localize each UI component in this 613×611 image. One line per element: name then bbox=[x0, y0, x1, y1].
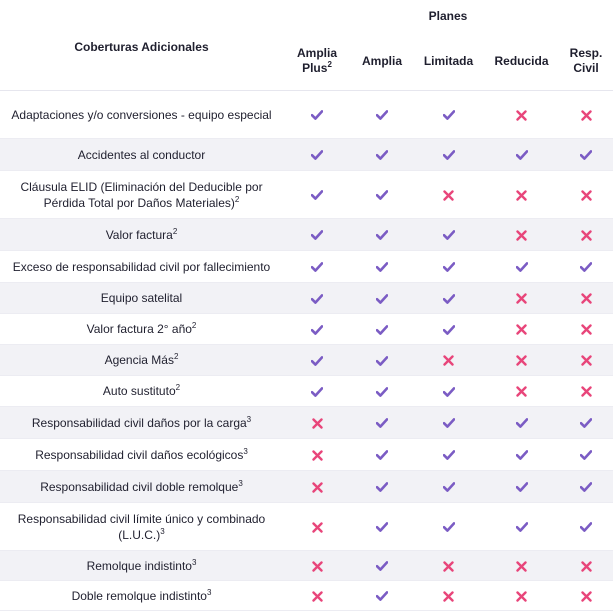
table-row bbox=[0, 171, 613, 219]
check-icon bbox=[413, 314, 484, 345]
cross-icon bbox=[413, 581, 484, 611]
check-icon bbox=[351, 407, 413, 439]
table-row bbox=[0, 91, 613, 139]
coverage-footnote: 3 bbox=[243, 446, 248, 456]
cross-icon bbox=[283, 471, 351, 503]
check-icon bbox=[351, 251, 413, 283]
check-icon bbox=[413, 283, 484, 314]
table-row bbox=[0, 139, 613, 171]
check-icon bbox=[413, 251, 484, 283]
check-icon bbox=[413, 503, 484, 551]
cross-icon bbox=[413, 551, 484, 581]
check-icon bbox=[283, 91, 351, 139]
check-icon bbox=[559, 407, 613, 439]
coverage-label-text: Equipo satelital bbox=[100, 291, 183, 305]
coverage-label-text: Valor factura bbox=[105, 227, 173, 242]
plan-header-label: Reducida bbox=[494, 53, 549, 68]
coverage-footnote: 2 bbox=[172, 226, 178, 236]
check-icon bbox=[351, 345, 413, 376]
check-icon bbox=[559, 251, 613, 283]
cross-icon bbox=[283, 581, 351, 611]
plan-header-amplia-plus bbox=[283, 32, 351, 91]
table-row bbox=[0, 581, 613, 611]
cross-icon bbox=[413, 345, 484, 376]
coverage-label bbox=[0, 581, 283, 611]
check-icon bbox=[413, 139, 484, 171]
coverage-label bbox=[0, 439, 283, 471]
coverage-label bbox=[0, 139, 283, 171]
coverage-footnote: 3 bbox=[160, 526, 165, 536]
check-icon bbox=[484, 471, 559, 503]
coverage-label-text: Responsabilidad civil doble remolque bbox=[40, 479, 239, 494]
coverage-label-text: Auto sustituto bbox=[102, 384, 176, 398]
coverage-label bbox=[0, 283, 283, 314]
plan-header-reducida bbox=[484, 32, 559, 91]
check-icon bbox=[351, 171, 413, 219]
coverage-footnote: 3 bbox=[191, 557, 197, 567]
plans-group-header: Planes bbox=[428, 9, 468, 23]
plan-header-label: Resp. Civil bbox=[569, 46, 603, 75]
coverage-footnote: 2 bbox=[175, 383, 181, 392]
coverage-label bbox=[0, 471, 283, 503]
coverage-label bbox=[0, 376, 283, 407]
cross-icon bbox=[283, 551, 351, 581]
table-row bbox=[0, 551, 613, 581]
coverage-footnote: 3 bbox=[206, 587, 212, 597]
check-icon bbox=[559, 139, 613, 171]
cross-icon bbox=[484, 91, 559, 139]
check-icon bbox=[413, 91, 484, 139]
check-icon bbox=[351, 139, 413, 171]
check-icon bbox=[484, 439, 559, 471]
coverage-footnote: 3 bbox=[238, 478, 243, 488]
cross-icon bbox=[484, 219, 559, 251]
coverage-label bbox=[0, 251, 283, 283]
check-icon bbox=[283, 345, 351, 376]
coverage-label bbox=[0, 551, 283, 581]
cross-icon bbox=[559, 283, 613, 314]
coverage-label-text: Adaptaciones y/o conversiones - equipo especial bbox=[11, 107, 272, 122]
plan-header-limitada bbox=[413, 32, 484, 91]
cross-icon bbox=[283, 439, 351, 471]
plans-group-row bbox=[0, 0, 613, 32]
table-row bbox=[0, 219, 613, 251]
cross-icon bbox=[484, 314, 559, 345]
table-row bbox=[0, 439, 613, 471]
check-icon bbox=[351, 439, 413, 471]
coverage-label bbox=[0, 219, 283, 251]
check-icon bbox=[351, 219, 413, 251]
cross-icon bbox=[484, 345, 559, 376]
plan-header-footnote: 2 bbox=[327, 60, 332, 69]
coverage-label-text: Accidentes al conductor bbox=[77, 147, 206, 162]
check-icon bbox=[283, 251, 351, 283]
check-icon bbox=[484, 407, 559, 439]
coverage-label bbox=[0, 407, 283, 439]
plan-header-label: Amplia Plus bbox=[296, 46, 337, 75]
cross-icon bbox=[484, 171, 559, 219]
check-icon bbox=[283, 314, 351, 345]
coverage-label-text: Responsabilidad civil daños ecológicos bbox=[35, 447, 244, 462]
check-icon bbox=[351, 314, 413, 345]
check-icon bbox=[413, 376, 484, 407]
cross-icon bbox=[413, 171, 484, 219]
check-icon bbox=[351, 503, 413, 551]
table-row bbox=[0, 251, 613, 283]
coverage-label bbox=[0, 91, 283, 139]
coverage-label bbox=[0, 314, 283, 345]
table-row bbox=[0, 314, 613, 345]
check-icon bbox=[283, 376, 351, 407]
plan-header-resp-civil bbox=[559, 32, 613, 91]
coverage-rows bbox=[0, 91, 613, 611]
table-row bbox=[0, 376, 613, 407]
coverage-label-text: Agencia Más bbox=[104, 353, 174, 367]
check-icon bbox=[559, 471, 613, 503]
check-icon bbox=[283, 139, 351, 171]
plan-header-label: Amplia bbox=[361, 53, 402, 68]
coverage-label-text: Remolque indistinto bbox=[86, 558, 192, 573]
cross-icon bbox=[283, 407, 351, 439]
cross-icon bbox=[484, 581, 559, 611]
coverage-footnote: 2 bbox=[234, 194, 240, 204]
check-icon bbox=[413, 407, 484, 439]
cross-icon bbox=[559, 376, 613, 407]
check-icon bbox=[484, 503, 559, 551]
cross-icon bbox=[484, 551, 559, 581]
check-icon bbox=[413, 219, 484, 251]
empty-header-cell bbox=[0, 0, 283, 32]
cross-icon bbox=[559, 551, 613, 581]
check-icon bbox=[283, 219, 351, 251]
cross-icon bbox=[559, 171, 613, 219]
coverage-label bbox=[0, 345, 283, 376]
check-icon bbox=[484, 139, 559, 171]
table-row bbox=[0, 471, 613, 503]
check-icon bbox=[351, 91, 413, 139]
cross-icon bbox=[484, 283, 559, 314]
column-header-row bbox=[0, 32, 613, 91]
coverage-label-text: Doble remolque indistinto bbox=[71, 588, 207, 603]
check-icon bbox=[413, 439, 484, 471]
coverage-label-text: Cláusula ELID (Eliminación del Deducible por Pérdida Total por Daños Materiales) bbox=[20, 179, 263, 210]
check-icon bbox=[351, 376, 413, 407]
cross-icon bbox=[559, 219, 613, 251]
check-icon bbox=[351, 283, 413, 314]
coverage-label-text: Responsabilidad civil límite único y combinado (L.U.C.) bbox=[17, 511, 266, 542]
check-icon bbox=[559, 503, 613, 551]
check-icon bbox=[283, 171, 351, 219]
table-row bbox=[0, 283, 613, 314]
coverage-label bbox=[0, 171, 283, 219]
table-row bbox=[0, 503, 613, 551]
check-icon bbox=[559, 439, 613, 471]
cross-icon bbox=[559, 314, 613, 345]
coverage-footnote: 3 bbox=[246, 414, 252, 424]
check-icon bbox=[351, 581, 413, 611]
plan-header-amplia bbox=[351, 32, 413, 91]
cross-icon bbox=[559, 581, 613, 611]
check-icon bbox=[351, 471, 413, 503]
coverage-label-text: Exceso de responsabilidad civil por fallecimiento bbox=[12, 259, 271, 274]
coverage-label-text: Valor factura 2° año bbox=[86, 322, 192, 336]
coverage-label bbox=[0, 503, 283, 551]
coverage-column-header: Coberturas Adicionales bbox=[74, 40, 209, 54]
coverage-footnote: 2 bbox=[191, 321, 197, 330]
cross-icon bbox=[559, 345, 613, 376]
cross-icon bbox=[559, 91, 613, 139]
coverage-label-text: Responsabilidad civil daños por la carga bbox=[31, 415, 247, 430]
check-icon bbox=[283, 283, 351, 314]
table-row bbox=[0, 407, 613, 439]
table-row bbox=[0, 345, 613, 376]
check-icon bbox=[484, 251, 559, 283]
check-icon bbox=[413, 471, 484, 503]
plan-header-label: Limitada bbox=[423, 53, 474, 68]
cross-icon bbox=[283, 503, 351, 551]
check-icon bbox=[351, 551, 413, 581]
coverage-footnote: 2 bbox=[173, 352, 179, 361]
cross-icon bbox=[484, 376, 559, 407]
